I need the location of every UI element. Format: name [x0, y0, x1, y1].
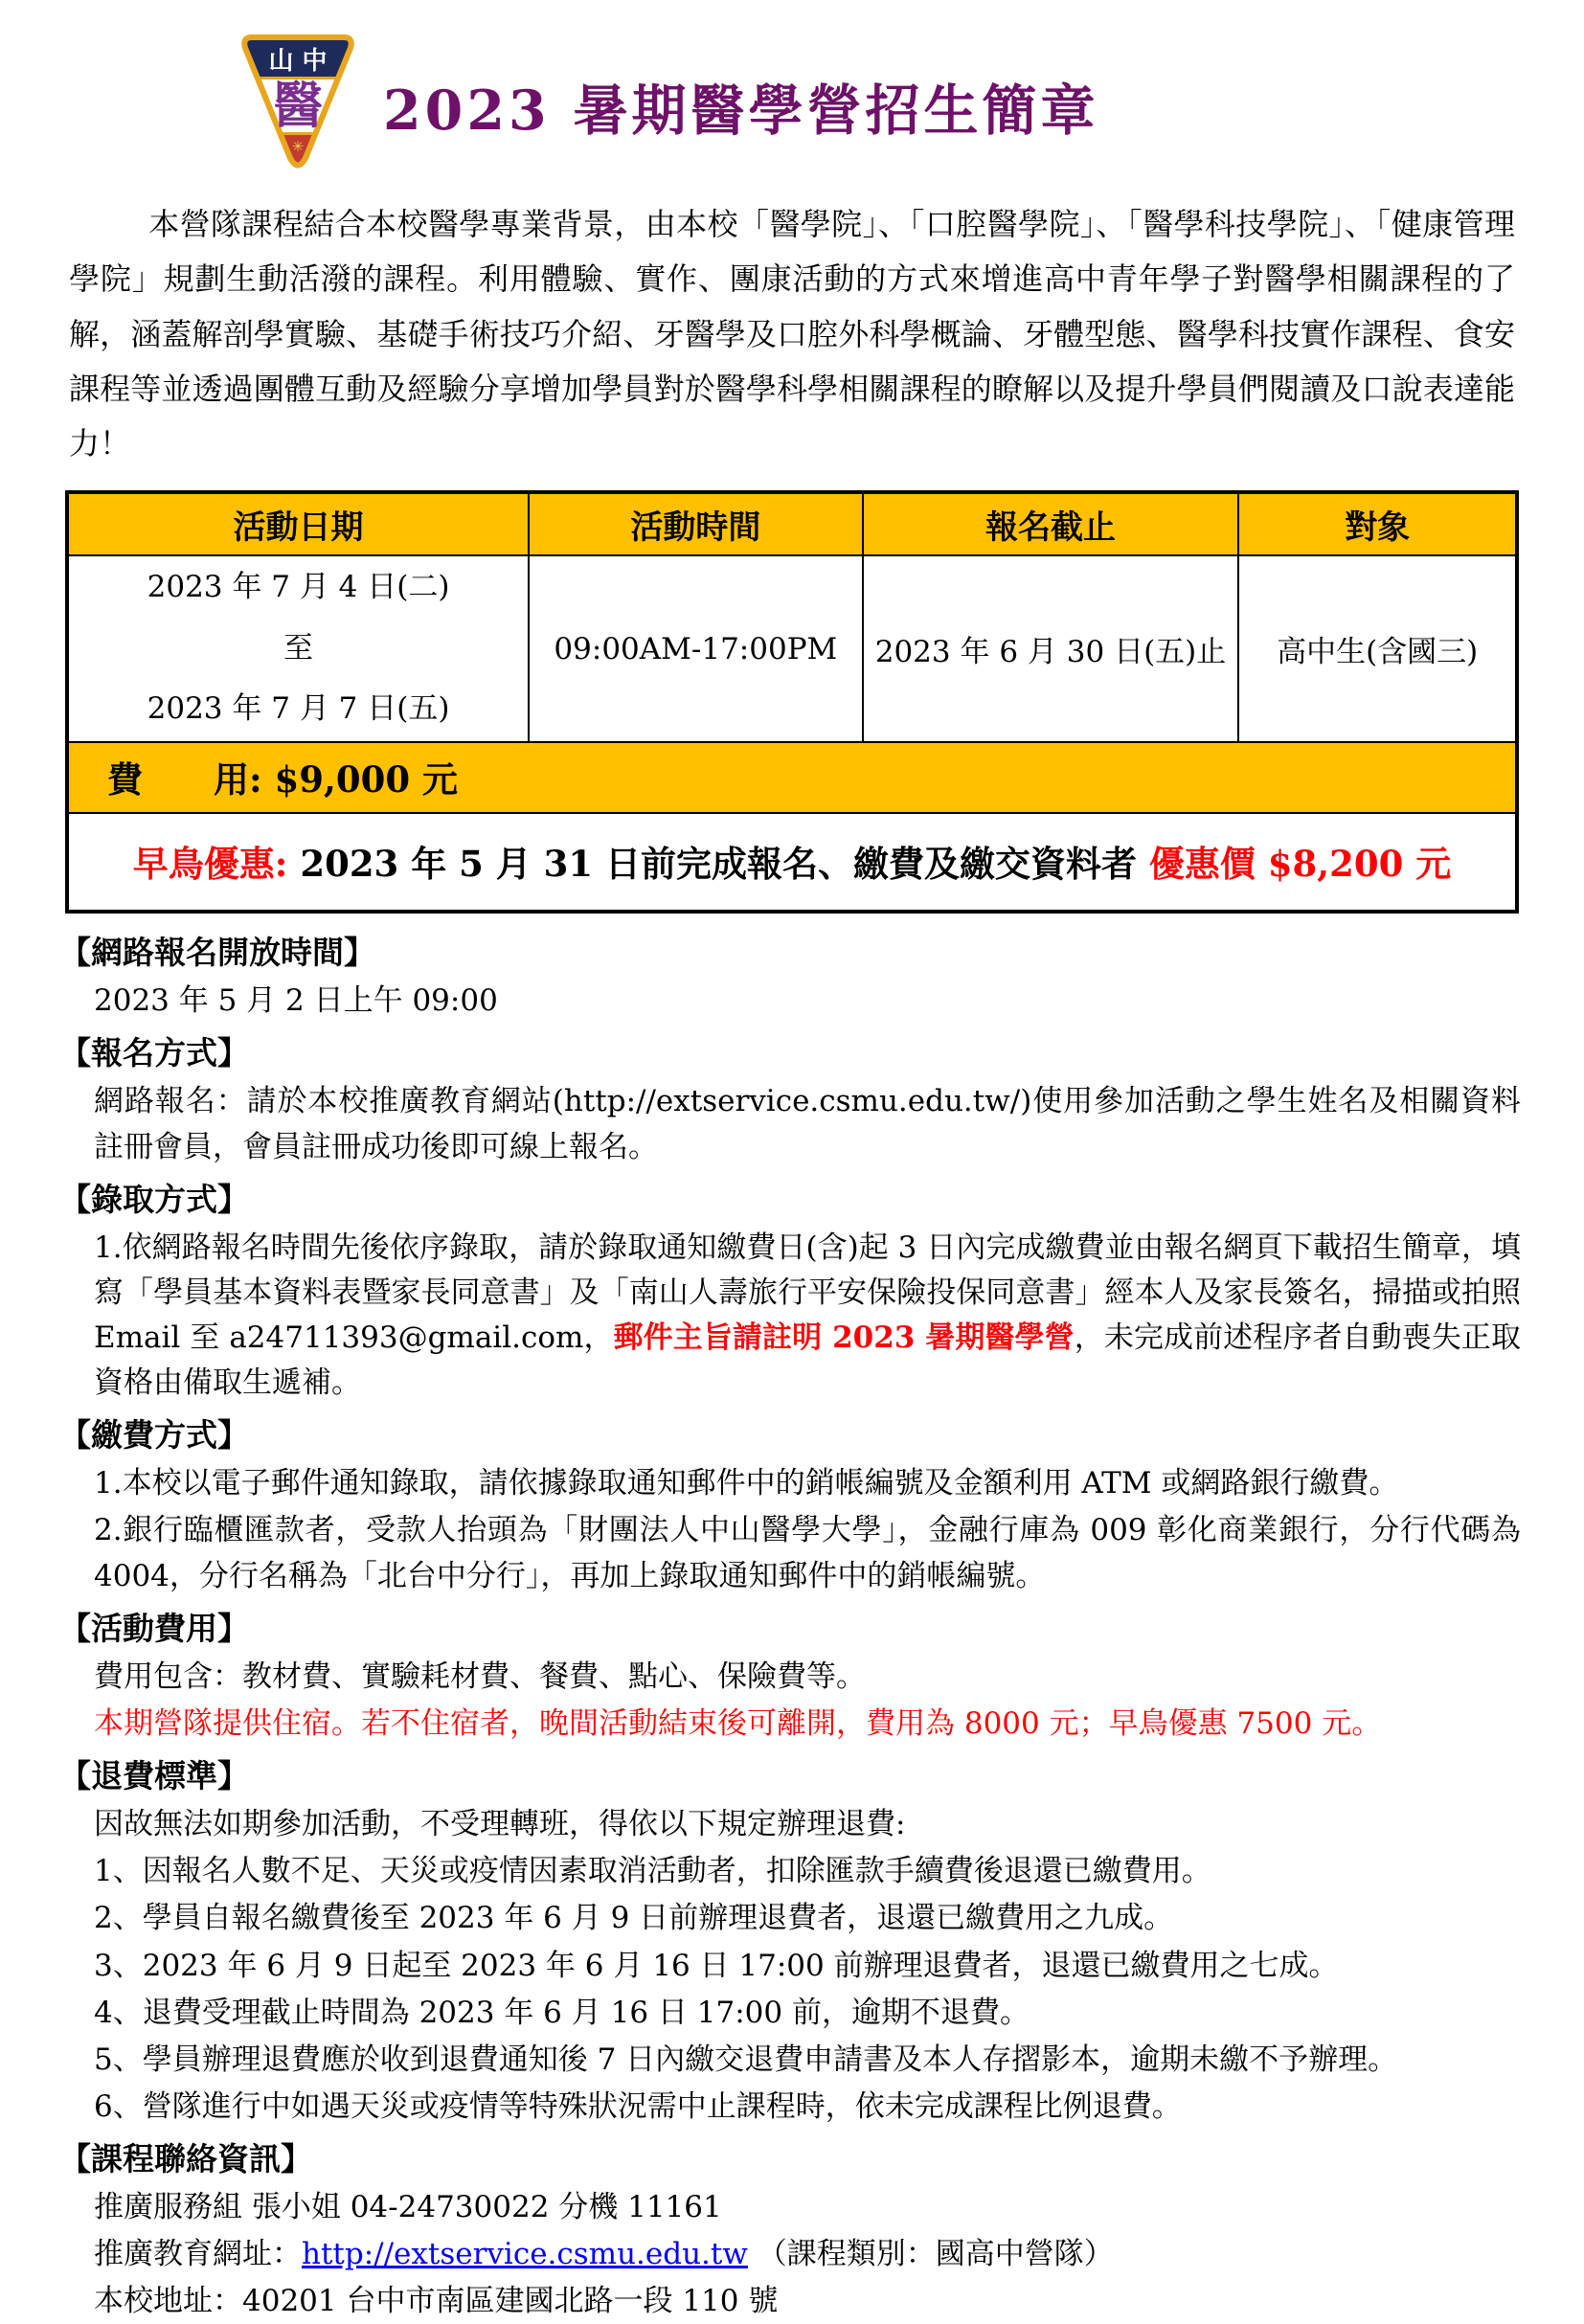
section-body-activity-fee	[59, 1655, 1521, 1747]
early-bird-cell	[67, 813, 1517, 912]
cell-target-audience: 高中生(含國三)	[1238, 555, 1517, 742]
info-table	[65, 490, 1519, 914]
refund-item-6: 6、營隊進行中如遇天災或疫情等特殊狀況需中止課程時，依未完成課程比例退費。	[94, 2088, 1182, 2124]
cell-activity-date	[67, 555, 529, 742]
extension-education-link[interactable]: http://extservice.csmu.edu.tw	[302, 2237, 748, 2272]
refund-item-1: 1、因報名人數不足、天災或疫情因素取消活動者，扣除匯款手續費後退還已繳費用。	[94, 1854, 1211, 1889]
section-body-contact	[59, 2185, 1521, 2324]
refund-intro: 因故無法如期參加活動，不受理轉班，得依以下規定辦理退費:	[94, 1807, 906, 1842]
fee-row	[67, 742, 1517, 813]
intro-paragraph: 本營隊課程結合本校醫學專業背景，由本校「醫學院」、「口腔醫學院」、「醫學科技學院」、「健康管理學院」規劃生動活潑的課程。利用體驗、實作、團康活動的方式來增進高中青年學子對醫學相關課程的了解，涵蓋解剖學實驗、基礎手術技巧介紹、牙醫學及口腔外科學概論、牙體型態、醫學科技實作課程、食安課程等並透過團體互動及經驗分享增加學員對於醫學科學相關課程的瞭解以及提升學員們閱讀及口說表達能力！	[69, 206, 1515, 463]
early-bird-price: 優惠價 $8,200 元	[1148, 842, 1452, 885]
contact-website-category: （課程類別：國高中營隊）	[747, 2237, 1114, 2272]
fee-includes-text: 費用包含：教材費、實驗耗材費、餐費、點心、保險費等。	[94, 1658, 866, 1694]
payment-item-2: 2.銀行臨櫃匯款者，受款人抬頭為「財團法人中山醫學大學」，金融行庫為 009 彰化商業銀行，分行代碼為 4004，分行名稱為「北台中分行」，再加上錄取通知郵件中的銷帳編號。	[94, 1513, 1521, 1593]
refund-item-5: 5、學員辦理退費應於收到退費通知後 7 日內繳交退費申請書及本人存摺影本，逾期未繳不予辦理。	[94, 2042, 1398, 2077]
admission-item-1	[94, 1226, 1521, 1406]
date-line-start: 2023 年 7 月 4 日(二)	[147, 570, 450, 605]
section-body-refund	[59, 1802, 1521, 2130]
section-heading-registration-time: 【網路報名開放時間】	[59, 933, 375, 971]
section-heading-activity-fee: 【活動費用】	[59, 1609, 249, 1647]
header-activity-time: 活動時間	[529, 492, 863, 555]
early-bird-prefix: 早鳥優惠:	[132, 842, 301, 885]
registration-method-text: 網路報名：請於本校推廣教育網站(http://extservice.csmu.edu.tw/)使用參加活動之學生姓名及相關資料註冊會員，會員註冊成功後即可線上報名。	[94, 1084, 1521, 1164]
section-body-registration-method	[59, 1079, 1521, 1169]
registration-open-time: 2023 年 5 月 2 日上午 09:00	[94, 983, 498, 1019]
contact-address-line: 本校地址：40201 台中市南區建國北路一段 110 號	[94, 2284, 779, 2319]
page-header	[239, 27, 1584, 180]
section-body-payment	[59, 1461, 1521, 1598]
contact-website-line	[94, 2232, 1521, 2277]
contact-website-label: 推廣教育網址：	[94, 2237, 302, 2272]
header-activity-date: 活動日期	[67, 492, 529, 555]
section-body-admission	[59, 1226, 1521, 1406]
cell-registration-deadline: 2023 年 6 月 30 日(五)止	[863, 555, 1239, 742]
lodging-note-text: 本期營隊提供住宿。若不住宿者，晚間活動結束後可離開，費用為 8000 元；早鳥優惠 7500 元。	[94, 1705, 1382, 1741]
section-heading-refund: 【退費標準】	[59, 1757, 249, 1795]
logo-tip-mark: ✳	[291, 138, 305, 155]
section-heading-payment: 【繳費方式】	[59, 1416, 249, 1455]
date-line-to: 至	[283, 630, 314, 666]
info-table-data-row	[67, 555, 1517, 742]
date-line-end: 2023 年 7 月 7 日(五)	[147, 691, 450, 727]
school-logo-icon	[239, 33, 356, 176]
header-target-audience: 對象	[1238, 492, 1517, 555]
payment-item-1: 1.本校以電子郵件通知錄取，請依據錄取通知郵件中的銷帳編號及金額利用 ATM 或網路銀行繳費。	[94, 1466, 1399, 1501]
refund-item-4: 4、退費受理截止時間為 2023 年 6 月 16 日 17:00 前，逾期不退費。	[94, 1995, 1030, 2030]
section-heading-admission: 【錄取方式】	[59, 1180, 249, 1218]
sections	[59, 929, 1521, 2324]
admission-text-pre: 1.依網路報名時間先後依序錄取，請於錄取通知繳費日(含)起 3 日內完成繳費並由報名網頁下載招生簡章，填寫「學員基本資料表暨家長同意書」及「南山人壽旅行平安保險投保同意書」經本人及家長簽名，掃描或拍照 Email 至 a24711393@gmail.com，	[94, 1230, 1521, 1355]
info-table-header-row	[67, 492, 1517, 555]
early-bird-condition: 2023 年 5 月 31 日前完成報名、繳費及繳交資料者	[300, 842, 1149, 885]
school-logo	[239, 33, 356, 176]
header-registration-deadline: 報名截止	[863, 492, 1239, 555]
cell-activity-time: 09:00AM-17:00PM	[529, 555, 863, 742]
logo-band-text: 山 中	[268, 47, 328, 76]
contact-phone-line: 推廣服務組 張小姐 04-24730022 分機 11161	[94, 2190, 722, 2225]
admission-email-subject-note: 郵件主旨請註明 2023 暑期醫學營	[613, 1320, 1075, 1355]
logo-emblem-text: 醫	[272, 77, 324, 135]
page-title: 2023 暑期醫學營招生簡章	[383, 79, 1099, 143]
early-bird-row	[67, 813, 1517, 912]
section-body-registration-time	[59, 979, 1521, 1024]
fee-label: 費 用: $9,000 元	[67, 742, 1517, 813]
refund-item-2: 2、學員自報名繳費後至 2023 年 6 月 9 日前辦理退費者，退還已繳費用之九成。	[94, 1901, 1174, 1936]
section-heading-registration-method: 【報名方式】	[59, 1034, 249, 1072]
section-heading-contact: 【課程聯絡資訊】	[59, 2139, 312, 2177]
admission-text-post: ，未完成前述程序者自動喪失正取資格由備取生遞補。	[94, 1320, 1521, 1401]
refund-item-3: 3、2023 年 6 月 9 日起至 2023 年 6 月 16 日 17:00 前辦理退費者，退還已繳費用之七成。	[94, 1948, 1339, 1983]
